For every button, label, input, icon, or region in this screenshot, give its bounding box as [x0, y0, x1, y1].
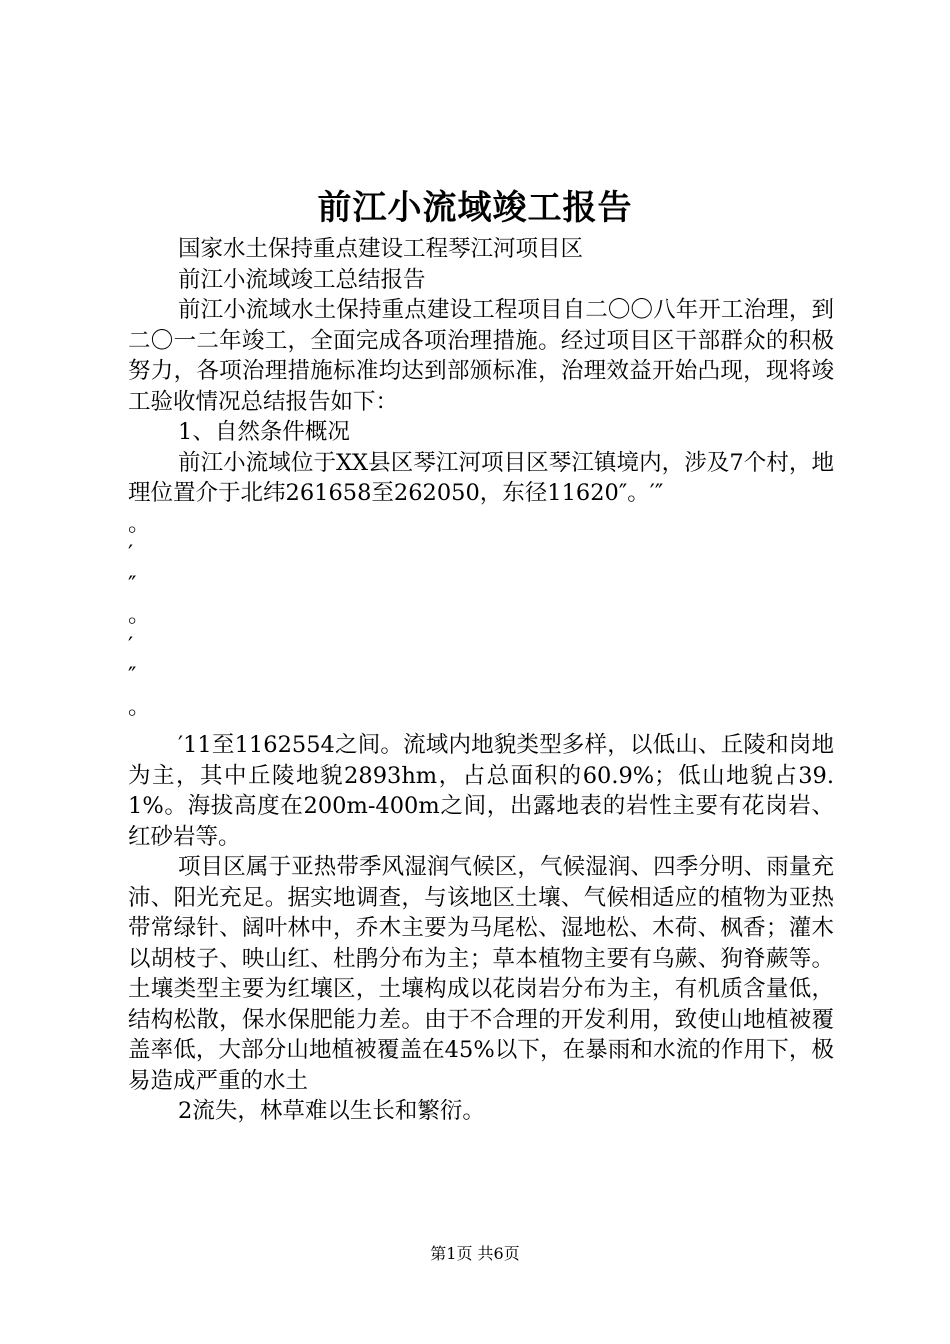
stray-mark: ″	[128, 571, 137, 598]
scattered-marks	[128, 509, 834, 723]
stray-mark: 。	[128, 693, 151, 720]
document-body	[128, 234, 834, 1127]
spacer	[128, 722, 834, 730]
stray-mark: ′	[128, 541, 134, 567]
paragraph-intro: 前江小流域水土保持重点建设工程项目自二〇〇八年开工治理，到二〇一二年竣工，全面完成各项治理措施。经过项目区干部群众的积极努力，各项治理措施标准均达到部颁标准，治理效益开始凸现，现将竣工验收情况总结报告如下：	[128, 297, 834, 415]
paragraph-climate: 项目区属于亚热带季风湿润气候区，气候湿润、四季分明、雨量充沛、阳光充足。据实地调查，与该地区土壤、气候相适应的植物为亚热带常绿针、阔叶林中，乔木主要为马尾松、湿地松、木荷、枫香；灌木以胡枝子、映山红、杜鹃分布为主；草本植物主要有乌蕨、狗脊蕨等。土壤类型主要为红壤区，土壤构成以花岗岩分布为主，有机质含量低，结构松散，保水保肥能力差。由于不合理的开发利用，致使山地植被覆盖率低，大部分山地植被覆盖在45%以下，在暴雨和水流的作用下，极易造成严重的水土	[128, 854, 834, 1094]
page-number-footer: 第1页 共6页	[430, 1244, 520, 1263]
stray-mark: 。	[128, 602, 151, 628]
stray-mark: ″	[128, 663, 137, 689]
subtitle-report-name: 前江小流域竣工总结报告	[178, 266, 426, 293]
paragraph-erosion: 2流失，林草难以生长和繁衍。	[178, 1098, 485, 1124]
section-heading-natural-conditions: 1、自然条件概况	[178, 419, 350, 445]
document-title: 前江小流域竣工报告	[317, 188, 633, 228]
paragraph-terrain: ′11至1162554之间。流域内地貌类型多样，以低山、丘陵和岗地为主，其中丘陵地貌2893hm，占总面积的60.9%；低山地貌占39.1%。海拔高度在200m-400m之间，出露地表的岩性主要有花岗岩、红砂岩等。	[128, 732, 834, 850]
stray-mark: 。	[128, 510, 151, 537]
subtitle-project-area: 国家水土保持重点建设工程琴江河项目区	[178, 236, 584, 262]
stray-mark: ′	[128, 632, 134, 659]
paragraph-location: 前江小流域位于XX县区琴江河项目区琴江镇境内，涉及7个村，地理位置介于北纬261658至262050，东径11620″。′″	[128, 449, 834, 506]
